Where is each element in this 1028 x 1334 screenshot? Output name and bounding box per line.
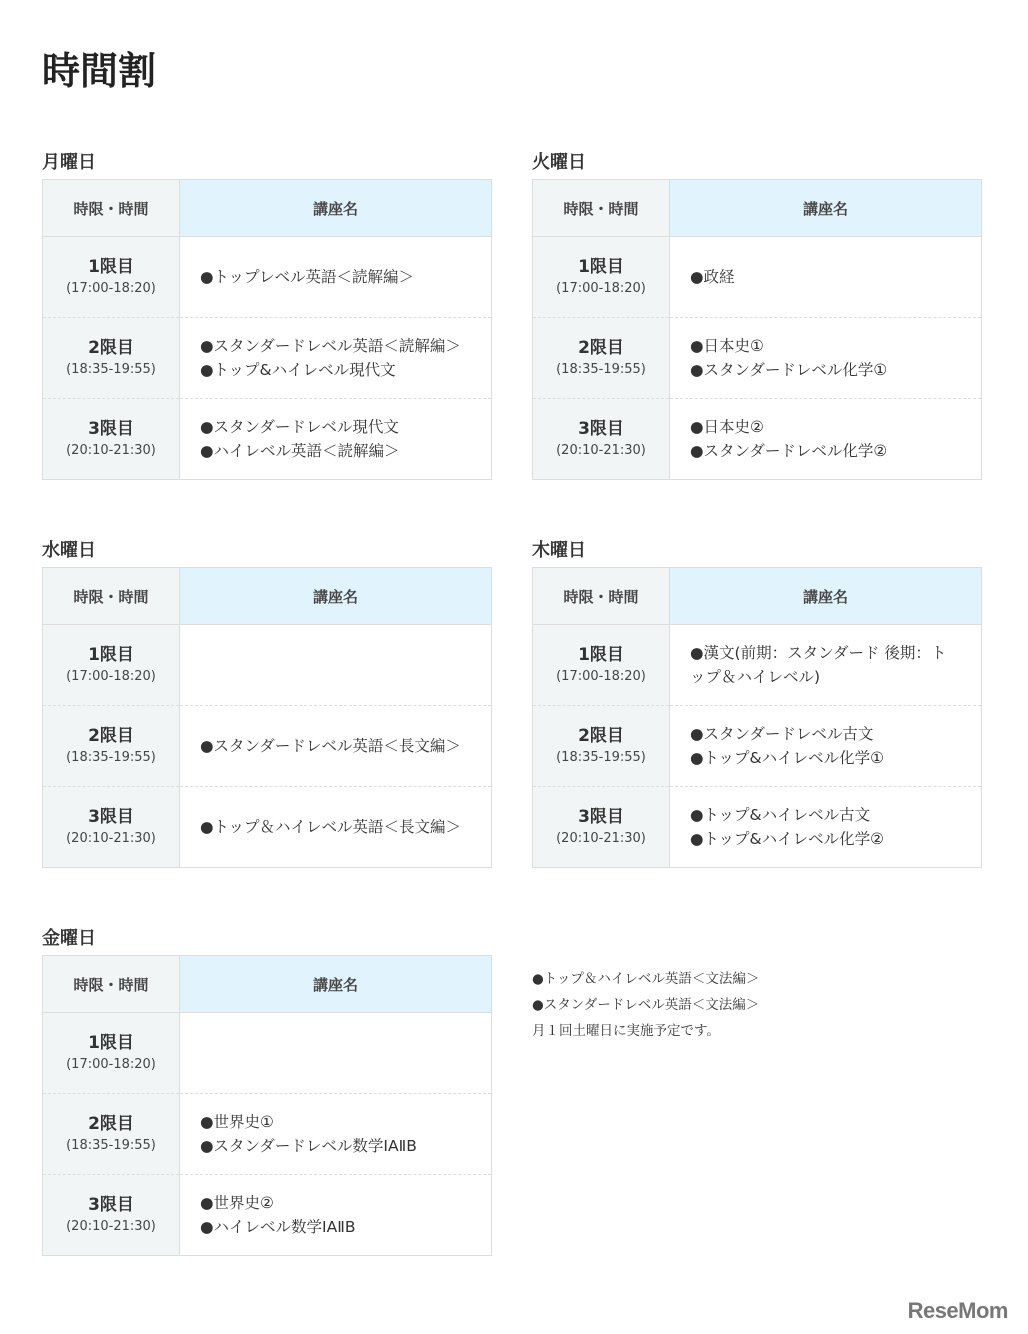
period-time: (17:00-18:20) [66,281,156,296]
table-row [43,237,492,318]
period-cell [43,237,180,318]
table-row [533,399,982,480]
period-cell [43,1013,180,1094]
period-header: 時限・時間 [43,180,180,237]
table-header [43,956,492,1013]
period-cell [43,318,180,399]
course-cell [180,625,492,706]
course-cell [670,237,982,318]
day-section [42,924,492,1256]
period-time: (20:10-21:30) [66,443,156,458]
table-row [533,787,982,868]
period-header: 時限・時間 [43,568,180,625]
period-time: (20:10-21:30) [66,831,156,846]
period-header: 時限・時間 [533,180,670,237]
course-item: ●日本史② [690,418,764,436]
table-row [533,625,982,706]
course-item: ●世界史① [200,1113,274,1131]
table-row [43,625,492,706]
timetable [42,955,492,1256]
course-item: ●ハイレベル英語＜読解編＞ [200,442,400,460]
period-time: (18:35-19:55) [66,362,156,377]
table-header [533,180,982,237]
course-cell [670,318,982,399]
course-cell [180,318,492,399]
period-cell [43,706,180,787]
course-item: ●トップ&ハイレベル化学① [690,749,885,767]
period-time: (17:00-18:20) [556,669,646,684]
course-item: ●トップ&ハイレベル化学② [690,830,885,848]
day-heading: 月曜日 [42,152,96,173]
course-header: 講座名 [180,568,492,625]
period-cell [43,787,180,868]
period-label: 2限目 [578,726,624,746]
period-label: 2限目 [88,726,134,746]
period-label: 3限目 [88,1195,134,1215]
resemom-logo: ReseMom [907,1298,1008,1323]
period-cell [43,1094,180,1175]
saturday-note [532,966,759,1044]
course-cell [670,706,982,787]
course-item: ●スタンダードレベル古文 [690,725,874,743]
course-item: ●漢文(前期：スタンダード 後期：トップ＆ハイレベル) [690,644,947,686]
course-cell [670,787,982,868]
period-time: (17:00-18:20) [66,669,156,684]
course-item: ●トップ&ハイレベル古文 [690,806,871,824]
course-item: ●世界史② [200,1194,274,1212]
timetable [532,567,982,868]
table-row [43,787,492,868]
day-section [42,148,492,480]
timetable [42,179,492,480]
course-item: ●スタンダードレベル数学ⅠAⅡB [200,1137,417,1155]
period-label: 2限目 [578,338,624,358]
period-label: 3限目 [88,419,134,439]
day-heading: 木曜日 [532,540,586,561]
period-cell [533,625,670,706]
table-header [43,180,492,237]
period-cell [43,399,180,480]
day-heading: 水曜日 [42,540,96,561]
period-time: (18:35-19:55) [556,750,646,765]
course-cell [180,1013,492,1094]
note-line: ●スタンダードレベル英語＜文法編＞ [532,997,760,1013]
period-label: 3限目 [578,807,624,827]
table-row [43,399,492,480]
course-item: ●日本史① [690,337,764,355]
period-label: 3限目 [578,419,624,439]
page-title: 時間割 [42,49,157,93]
course-cell [180,706,492,787]
period-time: (18:35-19:55) [66,750,156,765]
course-header: 講座名 [670,180,982,237]
course-item: ●政経 [690,268,735,286]
period-time: (17:00-18:20) [556,281,646,296]
period-label: 1限目 [578,645,624,665]
period-label: 1限目 [578,257,624,277]
table-row [43,1094,492,1175]
course-item: ●スタンダードレベル化学② [690,442,888,460]
note-line: ●トップ＆ハイレベル英語＜文法編＞ [532,971,760,987]
period-cell [43,1175,180,1256]
table-row [533,706,982,787]
table-row [533,318,982,399]
period-cell [533,706,670,787]
course-item: ●ハイレベル数学ⅠAⅡB [200,1218,356,1236]
course-cell [180,1094,492,1175]
day-section [532,148,982,480]
course-item: ●スタンダードレベル化学① [690,361,888,379]
course-cell [670,399,982,480]
period-time: (20:10-21:30) [66,1219,156,1234]
period-label: 2限目 [88,338,134,358]
day-heading: 火曜日 [532,152,586,173]
course-item: ●トップレベル英語＜読解編＞ [200,268,414,286]
course-item: ●スタンダードレベル英語＜読解編＞ [200,337,461,355]
timetable [532,179,982,480]
period-cell [533,237,670,318]
course-item: ●スタンダードレベル英語＜長文編＞ [200,737,461,755]
course-cell [670,625,982,706]
period-time: (17:00-18:20) [66,1057,156,1072]
table-row [43,706,492,787]
course-cell [180,1175,492,1256]
note-line: 月１回土曜日に実施予定です。 [532,1023,720,1039]
period-cell [533,787,670,868]
course-item: ●スタンダードレベル現代文 [200,418,399,436]
period-label: 1限目 [88,257,134,277]
day-heading: 金曜日 [42,928,96,949]
course-header: 講座名 [180,180,492,237]
day-section [532,536,982,868]
period-cell [43,625,180,706]
period-time: (20:10-21:30) [556,443,646,458]
course-cell [180,237,492,318]
period-time: (20:10-21:30) [556,831,646,846]
course-header: 講座名 [180,956,492,1013]
table-header [43,568,492,625]
period-time: (18:35-19:55) [66,1138,156,1153]
period-cell [533,399,670,480]
period-cell [533,318,670,399]
period-header: 時限・時間 [43,956,180,1013]
course-header: 講座名 [670,568,982,625]
course-item: ●トップ&ハイレベル現代文 [200,361,396,379]
period-label: 1限目 [88,1033,134,1053]
period-header: 時限・時間 [533,568,670,625]
period-label: 3限目 [88,807,134,827]
period-label: 2限目 [88,1114,134,1134]
table-row [43,1013,492,1094]
course-item: ●トップ＆ハイレベル英語＜長文編＞ [200,818,462,836]
period-time: (18:35-19:55) [556,362,646,377]
course-cell [180,787,492,868]
timetable [42,567,492,868]
course-cell [180,399,492,480]
period-label: 1限目 [88,645,134,665]
day-section [42,536,492,868]
table-row [43,1175,492,1256]
table-row [43,318,492,399]
table-header [533,568,982,625]
table-row [533,237,982,318]
